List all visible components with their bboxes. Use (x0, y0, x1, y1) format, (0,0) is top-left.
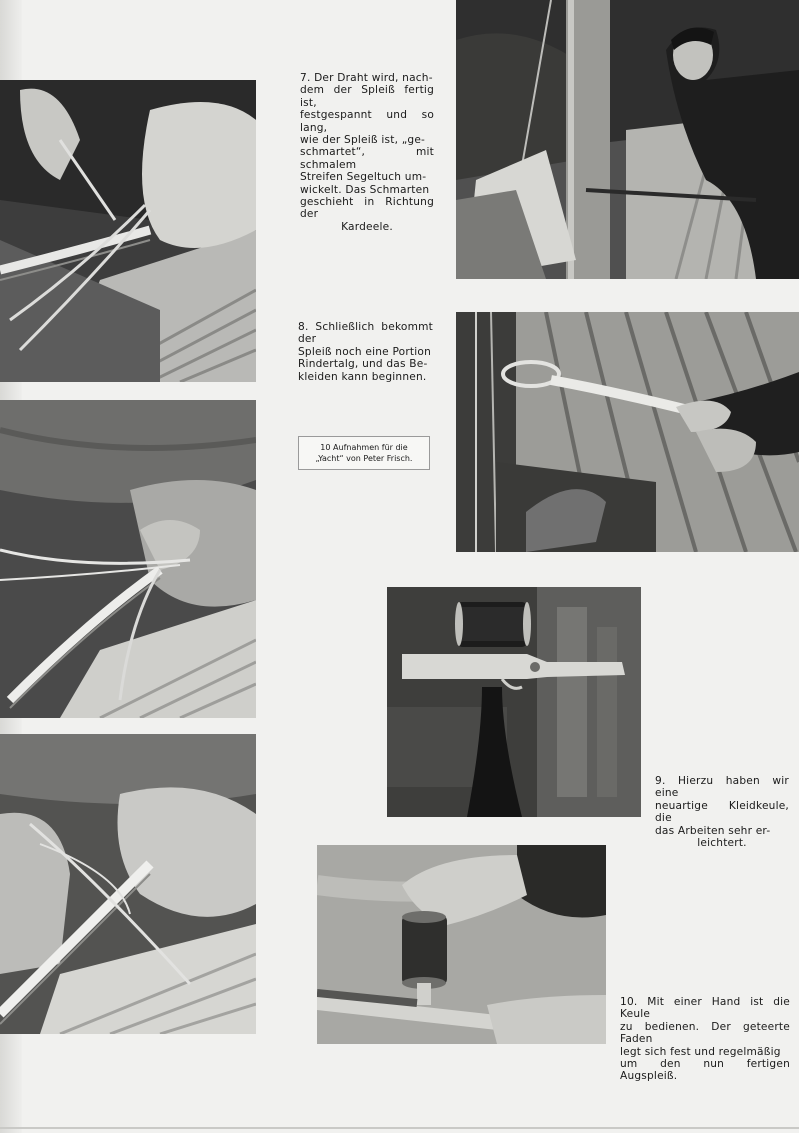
photo-rope-tallow (456, 312, 799, 552)
caption-8 (298, 321, 433, 383)
caption-9-line: das Arbeiten sehr er- (655, 824, 771, 837)
caption-7-line: festgespannt und so lang, (300, 109, 434, 134)
caption-10-line: legt sich fest und regelmäßig (620, 1045, 781, 1058)
photo-splicing-hands-3 (0, 734, 256, 1034)
caption-7-line: Kardeele. (341, 220, 393, 233)
caption-8-line: Rindertalg, und das Be- (298, 358, 428, 371)
caption-9-line: neuartige Kleidkeule, die (655, 799, 789, 825)
caption-8-line: kleiden kann beginnen. (298, 370, 427, 383)
caption-10-line: um den nun fertigen Augspleiß. (620, 1058, 790, 1083)
photo-splicing-hands-1 (0, 80, 256, 382)
caption-9-line: 9. Hierzu haben wir eine (655, 775, 789, 800)
caption-10-line: zu bedienen. Der geteerte Faden (620, 1020, 790, 1046)
caption-7 (300, 72, 434, 233)
caption-7-line: dem der Spleiß fertig ist, (300, 84, 434, 109)
caption-10-line: 10. Mit einer Hand ist die Keule (620, 996, 790, 1021)
caption-7-line: schmartet“, mit schmalem (300, 146, 434, 171)
photo-credit-line: „Yacht“ von Peter Frisch. (315, 454, 413, 463)
caption-10 (620, 996, 790, 1083)
caption-7-line: wickelt. Das Schmarten (300, 183, 430, 196)
photo-splicing-hands-2 (0, 400, 256, 718)
page-bottom-rule (0, 1127, 799, 1129)
caption-7-line: 7. Der Draht wird, nach- (300, 72, 433, 84)
caption-7-line: Streifen Segeltuch um- (300, 171, 427, 184)
photo-credit-box (298, 436, 430, 470)
caption-9-line: leichtert. (697, 837, 747, 850)
caption-7-line: wie der Spleiß ist, „ge- (300, 134, 426, 147)
caption-8-line: 8. Schließlich bekommt der (298, 321, 433, 346)
photo-serving-mallet (387, 587, 641, 817)
caption-8-line: Spleiß noch eine Portion (298, 345, 431, 358)
photo-mallet-in-use (317, 845, 606, 1044)
caption-9 (655, 775, 789, 849)
photo-man-at-mast (456, 0, 799, 279)
photo-credit-line: 10 Aufnahmen für die (320, 443, 408, 452)
caption-7-line: geschieht in Richtung der (300, 196, 434, 221)
